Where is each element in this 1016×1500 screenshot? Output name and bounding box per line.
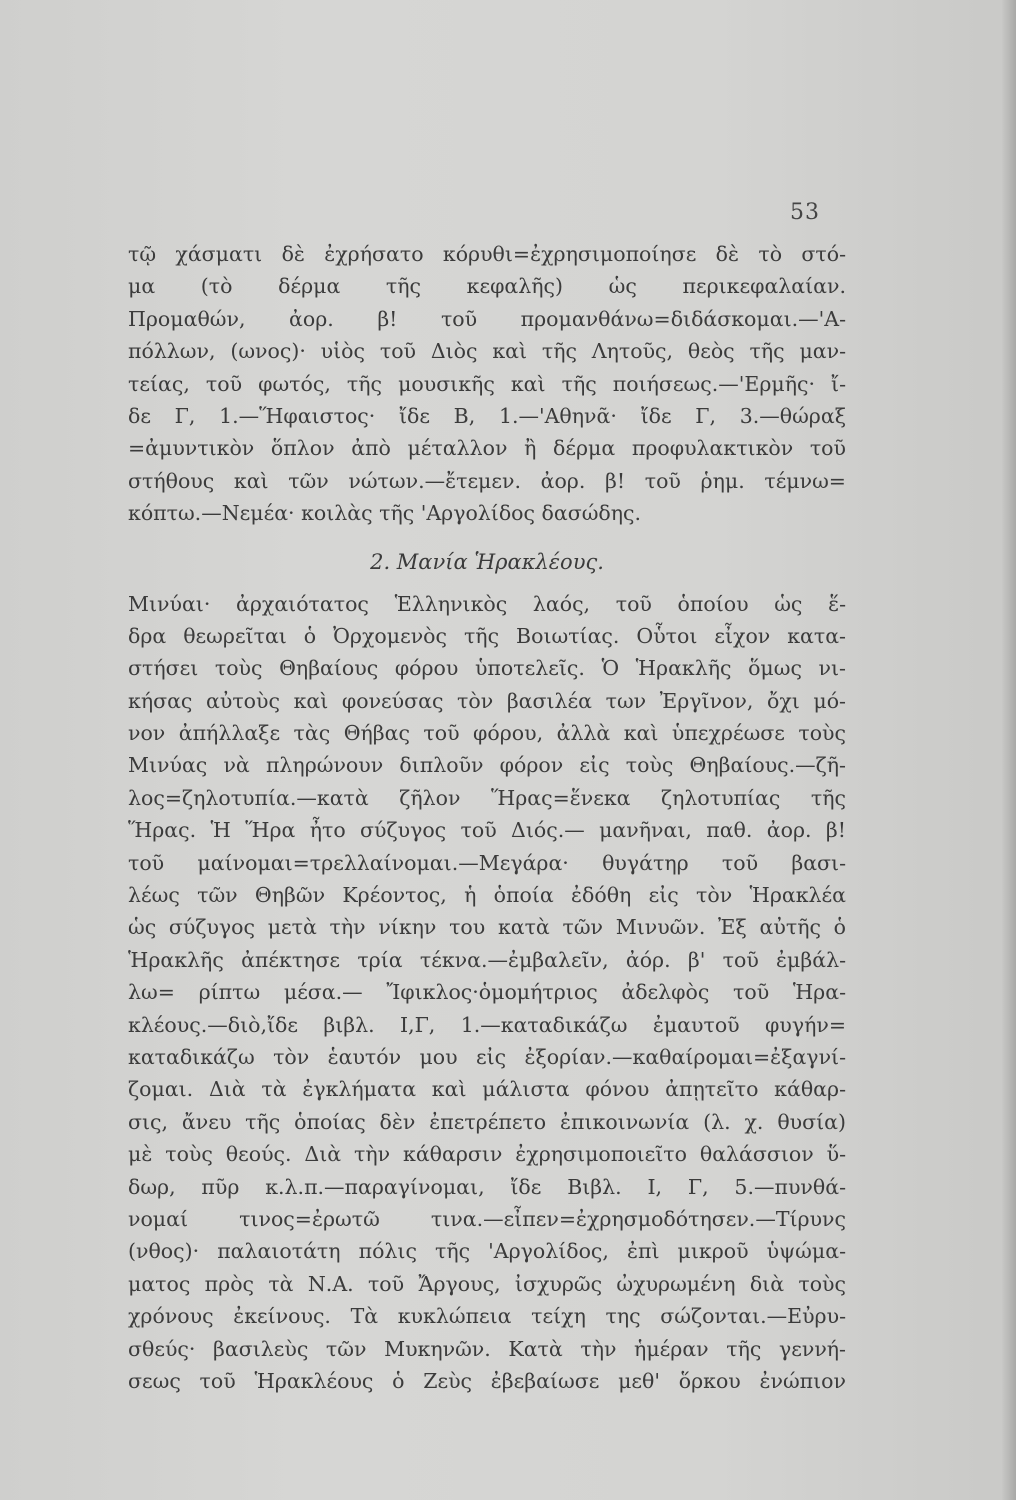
text-line: ζομαι. Διὰ τὰ ἐγκλήματα καὶ μάλιστα φόνου ἀπῃτεῖτο κάθαρ- <box>128 1077 846 1102</box>
text-line: κλέους.—διὸ,ἴδε βιβλ. Ι,Γ, 1.—καταδικάζω ἐμαυτοῦ φυγήν= <box>128 1012 846 1037</box>
text-line: Προμαθών, ἀορ. β! τοῦ προμανθάνω=διδάσκομαι.—'Α- <box>128 306 846 331</box>
text-line: λος=ζηλοτυπία.—κατὰ ζῆλον Ἥρας=ἕνεκα ζηλοτυπίας τῆς <box>128 785 846 810</box>
text-line: σις, ἄνευ τῆς ὁποίας δὲν ἐπετρέπετο ἐπικοινωνία (λ. χ. θυσία) <box>128 1109 846 1134</box>
text-line: Ἥρας. Ἡ Ἥρα ἦτο σύζυγος τοῦ Διός.— μανῆναι, παθ. ἀορ. β! <box>128 818 846 843</box>
text-line: καταδικάζω τὸν ἑαυτόν μου εἰς ἐξορίαν.—καθαίρομαι=ἐξαγνί- <box>128 1044 846 1069</box>
text-line: λω= ρίπτω μέσα.— Ἴφικλος·ὁμομήτριος ἀδελφὸς τοῦ Ἡρα- <box>128 980 846 1005</box>
text-line: =ἀμυντικὸν ὅπλον ἀπὸ μέταλλον ἢ δέρμα προφυλακτικὸν τοῦ <box>128 436 846 461</box>
text-line: κόπτω.—Νεμέα· κοιλὰς τῆς 'Αργολίδος δασώδης. <box>128 501 642 526</box>
text-line: μα (τὸ δέρμα τῆς κεφαλῆς) ὡς περικεφαλαίαν. <box>128 274 846 299</box>
text-line: (νθος)· παλαιοτάτη πόλις τῆς 'Αργολίδος, ἐπὶ μικροῦ ὑψώμα- <box>128 1239 846 1264</box>
text-line: νον ἀπήλλαξε τὰς Θήβας τοῦ φόρου, ἀλλὰ καὶ ὑπεχρέωσε τοὺς <box>128 721 846 746</box>
text-line: ὡς σύζυγος μετὰ τὴν νίκην του κατὰ τῶν Μινυῶν. Ἐξ αὐτῆς ὁ <box>128 915 846 940</box>
text-line: Μινύας νὰ πληρώνουν διπλοῦν φόρον εἰς τοὺς Θηβαίους.—ζῆ- <box>128 753 846 778</box>
text-line: σεως τοῦ Ἡρακλέους ὁ Ζεὺς ἐβεβαίωσε μεθ' ὅρκου ἐνώπιον <box>128 1368 846 1393</box>
text-line: δρα θεωρεῖται ὁ Ὀρχομενὸς τῆς Βοιωτίας. Οὗτοι εἶχον κατα- <box>128 623 846 648</box>
text-line: Μινύαι· ἀρχαιότατος Ἑλληνικὸς λαός, τοῦ ὁποίου ὡς ἕ- <box>128 591 846 616</box>
text-line: Ἡρακλῆς ἀπέκτησε τρία τέκνα.—ἐμβαλεῖν, ἀόρ. β' τοῦ ἐμβάλ- <box>128 947 846 972</box>
text-line: στήσει τοὺς Θηβαίους φόρου ὑποτελεῖς. Ὁ Ἡρακλῆς ὅμως νι- <box>128 656 846 681</box>
text-line: δε Γ, 1.—Ἥφαιστος· ἴδε Β, 1.—'Αθηνᾶ· ἴδε Γ, 3.—θώραξ <box>128 403 846 428</box>
glossary-block-2 <box>128 588 846 1398</box>
text-line: τοῦ μαίνομαι=τρελλαίνομαι.—Μεγάρα· θυγάτηρ τοῦ βασι- <box>128 850 846 875</box>
text-line: τείας, τοῦ φωτός, τῆς μουσικῆς καὶ τῆς ποιήσεως.—'Ερμῆς· ἴ- <box>128 371 846 396</box>
text-line: πόλλων, (ωνος)· υἱὸς τοῦ Διὸς καὶ τῆς Λητοῦς, θεὸς τῆς μαν- <box>128 339 846 364</box>
text-line: ματος πρὸς τὰ Ν.Α. τοῦ Ἄργους, ἰσχυρῶς ὠχυρωμένη διὰ τοὺς <box>128 1271 846 1296</box>
text-line: μὲ τοὺς θεούς. Διὰ τὴν κάθαρσιν ἐχρησιμοποιεῖτο θαλάσσιον ὕ- <box>128 1142 846 1167</box>
text-line: νομαί τινος=ἐρωτῶ τινα.—εἶπεν=ἐχρησμοδότησεν.—Τίρυνς <box>128 1206 846 1231</box>
text-line: λέως τῶν Θηβῶν Κρέοντος, ἡ ὁποία ἐδόθη εἰς τὸν Ἡρακλέα <box>128 883 846 908</box>
section-heading: 2. Μανία Ἡρακλέους. <box>370 549 604 574</box>
text-line: στήθους καὶ τῶν νώτων.—ἔτεμεν. ἀορ. β! τοῦ ῥημ. τέμνω= <box>128 468 846 493</box>
text-line: τῷ χάσματι δὲ ἐχρήσατο κόρυθι=ἐχρησιμοποίησε δὲ τὸ στό- <box>128 242 846 266</box>
text-body <box>128 238 846 1397</box>
text-line: χρόνους ἐκείνους. Τὰ κυκλώπεια τείχη της σώζονται.—Εὐρυ- <box>128 1304 846 1329</box>
text-line: σθεύς· βασιλεὺς τῶν Μυκηνῶν. Κατὰ τὴν ἡμέραν τῆς γεννή- <box>128 1336 846 1361</box>
text-line: κήσας αὐτοὺς καὶ φονεύσας τὸν βασιλέα των Ἐργῖνον, ὄχι μό- <box>128 688 846 713</box>
text-line: δωρ, πῦρ κ.λ.π.—παραγίνομαι, ἴδε Βιβλ. Ι, Γ, 5.—πυνθά- <box>128 1174 846 1199</box>
glossary-block-1 <box>128 238 846 530</box>
page-edge-shadow <box>1002 0 1016 1500</box>
page-number: 53 <box>790 200 820 225</box>
